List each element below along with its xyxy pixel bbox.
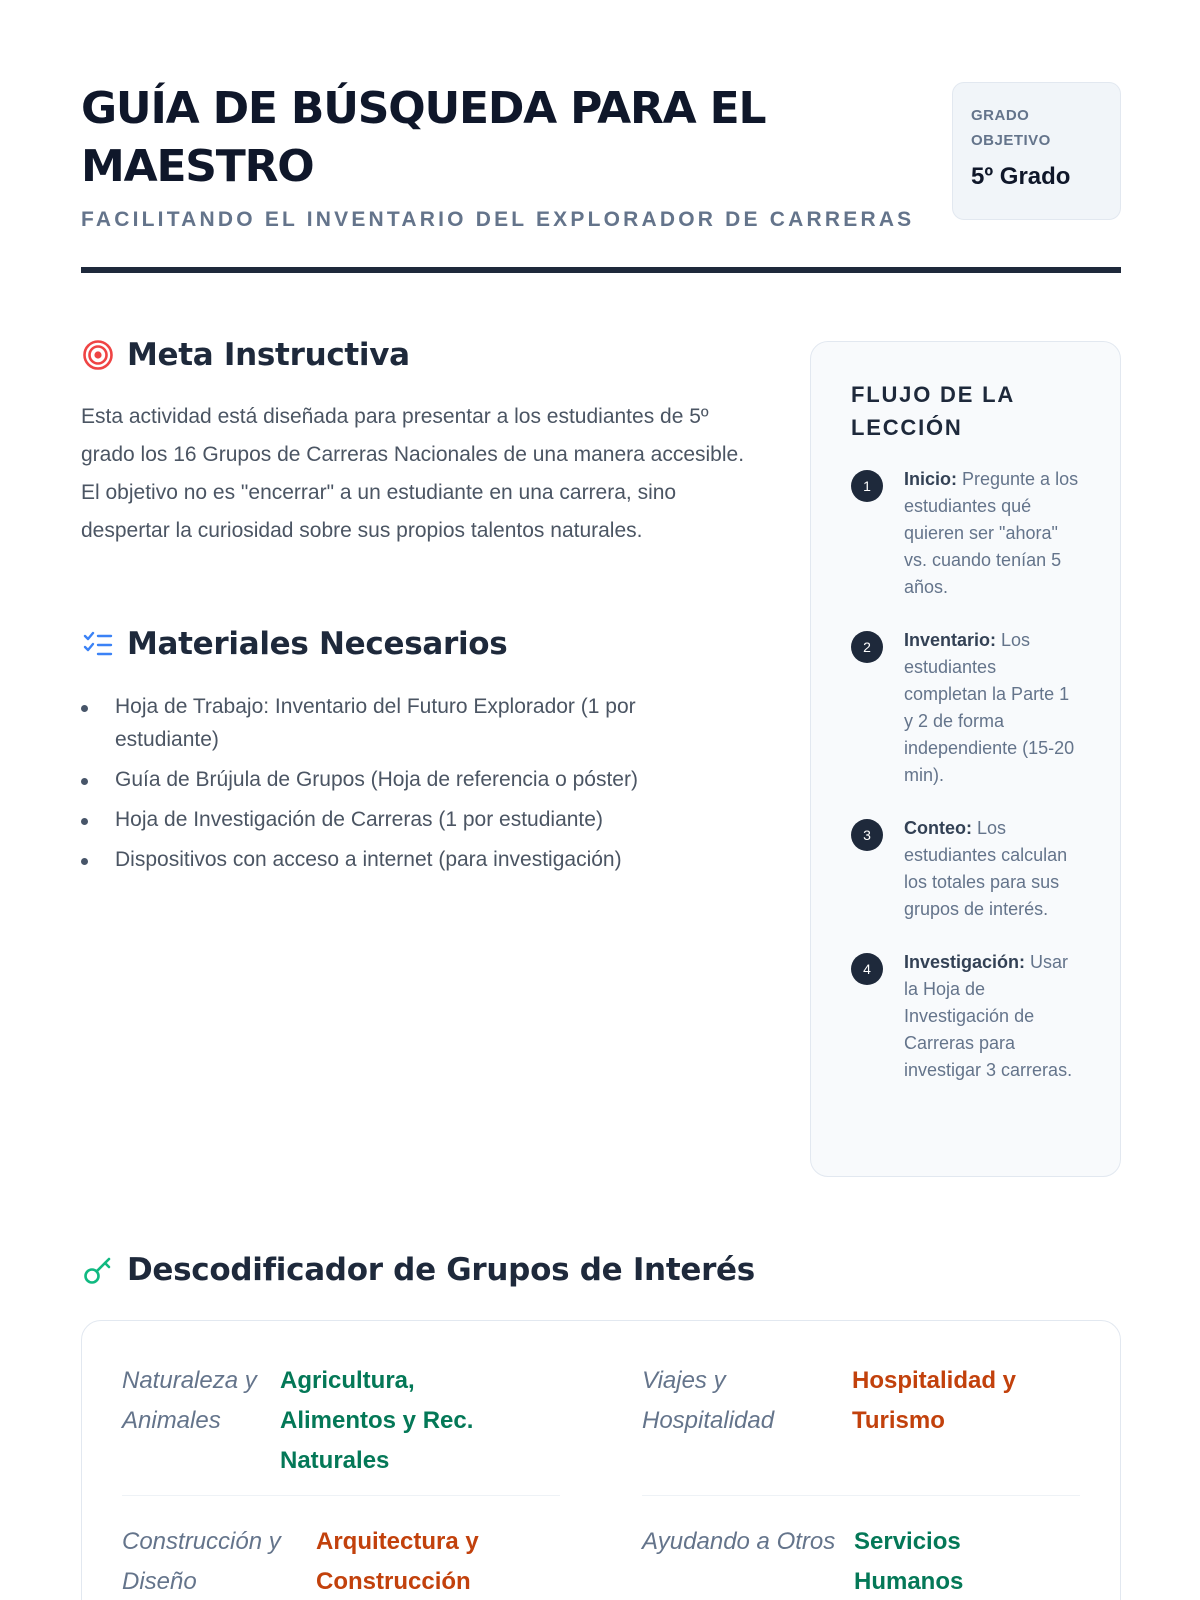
page-subtitle: FACILITANDO EL INVENTARIO DEL EXPLORADOR DE CARRERAS xyxy=(81,208,915,231)
interest-name: Naturaleza y Animales xyxy=(122,1367,257,1434)
target-icon xyxy=(81,338,115,372)
step-number: 1 xyxy=(851,470,883,502)
cluster-name: Hospitalidad y Turismo xyxy=(852,1367,1017,1434)
step-text: Los estudiantes completan la Parte 1 y 2 de forma independiente (15-20 min). xyxy=(904,630,1075,785)
grade-label: GRADO OBJETIVO xyxy=(971,107,1051,149)
grade-box xyxy=(952,82,1121,220)
step-number: 4 xyxy=(851,953,883,985)
materials-section-header xyxy=(81,626,507,662)
bullet xyxy=(81,705,88,712)
decoder-row xyxy=(642,1522,1080,1600)
decoder-grid xyxy=(122,1361,1080,1600)
grade-value: 5º Grado xyxy=(971,163,1071,190)
lesson-step xyxy=(851,466,1080,601)
interest-name: Construcción y Diseño xyxy=(122,1528,281,1595)
bullet xyxy=(81,818,88,825)
goal-heading: Meta Instructiva xyxy=(127,337,410,373)
bullet xyxy=(81,858,88,865)
header-divider xyxy=(81,267,1121,273)
step-label: Conteo: xyxy=(904,818,972,838)
lesson-flow-title: FLUJO DE LA LECCIÓN xyxy=(851,382,1015,440)
list-item: Guía de Brújula de Grupos (Hoja de referencia o póster) xyxy=(81,763,741,796)
lesson-step xyxy=(851,627,1080,789)
list-item: Hoja de Trabajo: Inventario del Futuro Explorador (1 por estudiante) xyxy=(81,690,741,756)
goal-text: Esta actividad está diseñada para presentar a los estudiantes de 5º grado los 16 Grupos de Carreras Nacionales de una manera accesible. El objetivo no es "encerrar" a un estudiante en una carrera, sino despertar la curiosidad sobre sus propios talentos naturales. xyxy=(81,405,745,542)
materials-heading: Materiales Necesarios xyxy=(127,626,508,662)
step-number: 2 xyxy=(851,631,883,663)
step-text: Pregunte a los estudiantes qué quieren ser "ahora" vs. cuando tenían 5 años. xyxy=(904,469,1079,597)
decoder-table xyxy=(81,1320,1121,1600)
step-text: Los estudiantes calculan los totales para sus grupos de interés. xyxy=(904,818,1068,919)
lesson-step xyxy=(851,949,1080,1084)
lesson-flow-panel xyxy=(810,341,1121,1177)
list-item: Dispositivos con acceso a internet (para investigación) xyxy=(81,843,741,876)
decoder-row xyxy=(122,1361,560,1496)
decoder-row xyxy=(122,1522,560,1600)
bullet xyxy=(81,778,88,785)
step-label: Inicio: xyxy=(904,469,957,489)
page-title: GUÍA DE BÚSQUEDA PARA EL MAESTRO xyxy=(81,83,766,192)
decoder-section-header xyxy=(81,1252,755,1288)
materials-list xyxy=(81,690,741,883)
step-label: Inventario: xyxy=(904,630,997,650)
checklist-icon xyxy=(81,627,115,661)
cluster-name: Agricultura, Alimentos y Rec. Naturales xyxy=(280,1367,474,1474)
key-icon xyxy=(81,1253,115,1287)
page-header xyxy=(81,80,1121,231)
step-text: Usar la Hoja de Investigación de Carreras para investigar 3 carreras. xyxy=(904,952,1073,1080)
decoder-row xyxy=(642,1361,1080,1496)
cluster-name: Arquitectura y Construcción xyxy=(316,1528,479,1595)
step-label: Investigación: xyxy=(904,952,1026,972)
interest-name: Viajes y Hospitalidad xyxy=(642,1367,775,1434)
lesson-steps xyxy=(851,466,1080,1084)
step-number: 3 xyxy=(851,819,883,851)
interest-name: Ayudando a Otros xyxy=(642,1528,836,1555)
goal-section-header xyxy=(81,337,410,373)
list-item: Hoja de Investigación de Carreras (1 por estudiante) xyxy=(81,803,741,836)
lesson-step xyxy=(851,815,1080,923)
decoder-heading: Descodificador de Grupos de Interés xyxy=(127,1252,755,1288)
cluster-name: Servicios Humanos xyxy=(854,1528,964,1595)
